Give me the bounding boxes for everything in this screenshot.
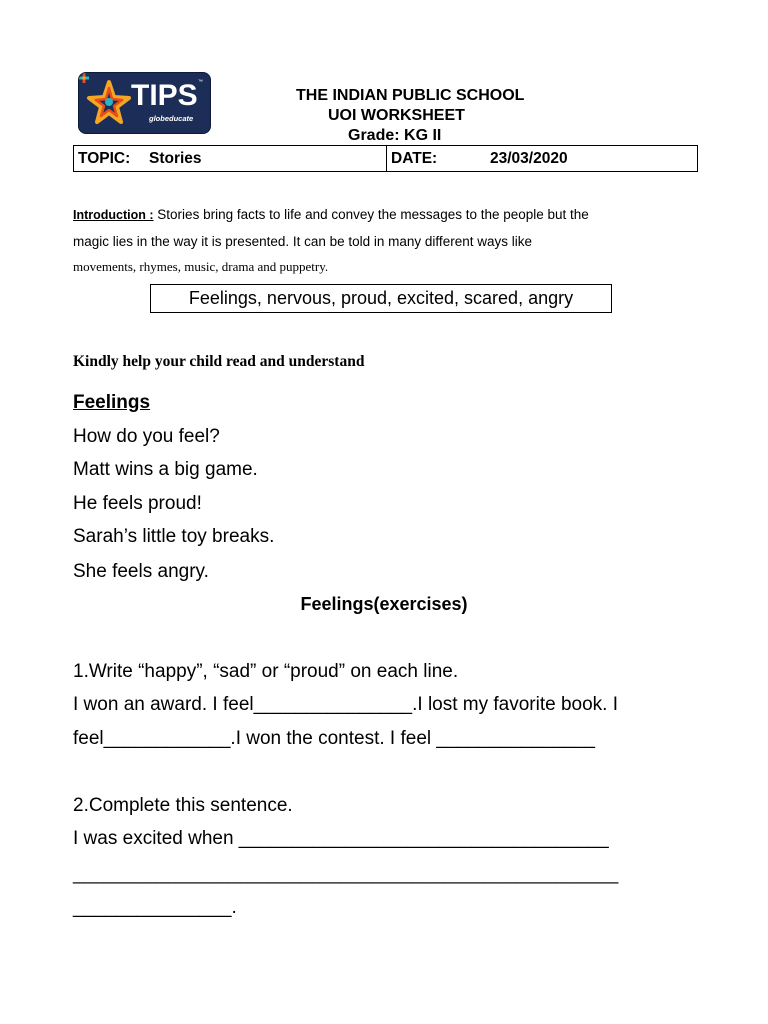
table-divider bbox=[386, 146, 387, 171]
logo-wordmark: TIPS bbox=[131, 79, 198, 112]
introduction-label: Introduction : bbox=[73, 208, 154, 222]
trademark-mark: ™ bbox=[198, 79, 203, 85]
topic-date-table bbox=[73, 145, 698, 172]
date-value: 23/03/2020 bbox=[490, 150, 568, 167]
logo-tagline: globeducate bbox=[149, 114, 194, 123]
question-1-line-1: I won an award. I feel_______________.I lost my favorite book. I bbox=[73, 694, 619, 715]
school-logo bbox=[79, 73, 210, 133]
grade-label: Grade: KG II bbox=[348, 127, 442, 144]
school-name: THE INDIAN PUBLIC SCHOOL bbox=[296, 87, 525, 104]
vocabulary-box: Feelings, nervous, proud, excited, scared, angry bbox=[150, 284, 612, 313]
introduction-line-3: movements, rhymes, music, drama and puppetry. bbox=[73, 259, 329, 274]
introduction-line-1 bbox=[73, 207, 683, 223]
reading-line: Sarah’s little toy breaks. bbox=[73, 526, 275, 547]
question-2-line-2: _____________________________________________________ bbox=[73, 863, 619, 884]
reading-line: How do you feel? bbox=[73, 426, 220, 447]
worksheet-title: UOI WORKSHEET bbox=[328, 107, 465, 124]
reading-line: She feels angry. bbox=[73, 561, 209, 582]
reading-line: He feels proud! bbox=[73, 493, 202, 514]
introduction-text-1: Stories bring facts to life and convey the messages to the people but the bbox=[153, 207, 589, 222]
introduction-line-2: magic lies in the way it is presented. It can be told in many different ways like bbox=[73, 234, 532, 249]
question-2-prompt: 2.Complete this sentence. bbox=[73, 795, 293, 816]
reading-line: Matt wins a big game. bbox=[73, 459, 258, 480]
question-1-prompt: 1.Write “happy”, “sad” or “proud” on each line. bbox=[73, 661, 459, 682]
question-1-line-2: feel____________.I won the contest. I feel _______________ bbox=[73, 728, 595, 749]
reading-heading: Feelings bbox=[73, 392, 151, 413]
parent-instruction: Kindly help your child read and understand bbox=[73, 353, 365, 370]
question-2-line-3: _______________. bbox=[73, 897, 237, 918]
topic-label: TOPIC: bbox=[78, 150, 131, 167]
date-label: DATE: bbox=[391, 150, 438, 167]
question-2-line-1: I was excited when ___________________________________ bbox=[73, 828, 609, 849]
globeducate-icon bbox=[79, 73, 89, 83]
exercises-heading: Feelings(exercises) bbox=[300, 594, 468, 614]
topic-value: Stories bbox=[149, 150, 202, 167]
